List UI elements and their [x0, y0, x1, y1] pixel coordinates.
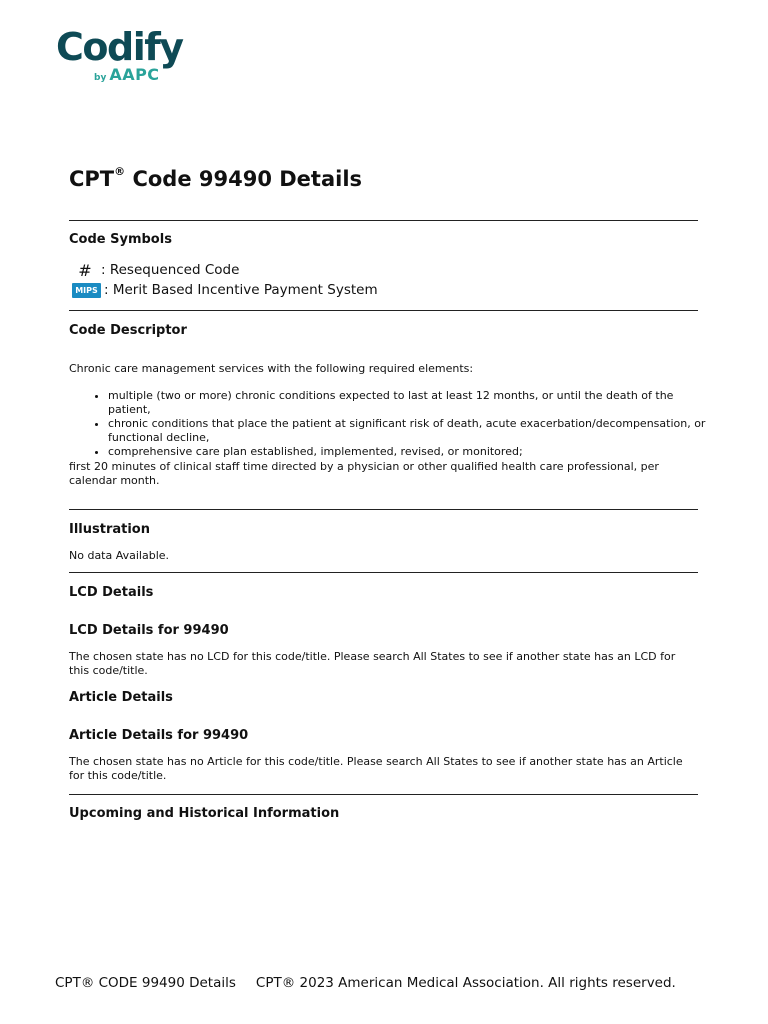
- hash-symbol-icon: #: [78, 260, 92, 280]
- code-symbols-heading: Code Symbols: [69, 232, 172, 247]
- footer-copyright: CPT® 2023 American Medical Association. All rights reserved.: [255, 975, 676, 991]
- lcd-details-subheading: LCD Details for 99490: [69, 623, 229, 638]
- upcoming-historical-heading: Upcoming and Historical Information: [69, 806, 340, 821]
- mips-badge-icon: MIPS: [72, 283, 101, 298]
- code-descriptor-heading: Code Descriptor: [69, 323, 187, 338]
- title-rest: Code 99490 Details: [125, 167, 363, 191]
- logo-by: by: [94, 73, 107, 83]
- divider: [69, 509, 698, 510]
- divider: [69, 794, 698, 795]
- codify-logo[interactable]: [56, 25, 196, 88]
- divider: [69, 572, 698, 573]
- symbol-label: : Merit Based Incentive Payment System: [104, 282, 378, 298]
- symbol-row-resequenced: [69, 261, 239, 279]
- illustration-text: No data Available.: [69, 549, 170, 562]
- article-details-subheading: Article Details for 99490: [69, 728, 249, 743]
- page-title: [69, 167, 362, 191]
- title-registered-mark: ®: [114, 165, 126, 178]
- symbol-row-mips: [69, 281, 378, 299]
- descriptor-closing: first 20 minutes of clinical staff time directed by a physician or other qualified health care professional, per calendar month.: [69, 460, 659, 487]
- lcd-details-text: The chosen state has no LCD for this code/title. Please search All States to see if another state has an LCD for this code/title.: [69, 650, 676, 677]
- list-item: • comprehensive care plan established, implemented, revised, or monitored;: [108, 445, 708, 459]
- page-footer: [55, 975, 676, 991]
- symbol-label: : Resequenced Code: [101, 262, 240, 278]
- divider: [69, 310, 698, 311]
- article-details-text: The chosen state has no Article for this code/title. Please search All States to see if another state has an Article for this code/title.: [69, 755, 683, 782]
- logo-brand: AAPC: [109, 65, 160, 84]
- list-item: • multiple (two or more) chronic conditions expected to last at least 12 months, or until the death of the patient,: [108, 389, 708, 417]
- lcd-details-heading: LCD Details: [69, 585, 154, 600]
- title-prefix: CPT: [69, 167, 115, 191]
- logo-byline: [94, 67, 160, 86]
- descriptor-bullet-list: [92, 389, 708, 459]
- divider: [69, 220, 698, 221]
- footer-document-title: CPT® CODE 99490 Details: [55, 975, 236, 991]
- illustration-heading: Illustration: [69, 522, 150, 537]
- article-details-heading: Article Details: [69, 690, 173, 705]
- descriptor-intro: Chronic care management services with the following required elements:: [69, 362, 474, 375]
- logo-wordmark: Codify: [56, 25, 183, 69]
- list-item: • chronic conditions that place the patient at significant risk of death, acute exacerbation/decompensation, or functional decline,: [108, 417, 708, 445]
